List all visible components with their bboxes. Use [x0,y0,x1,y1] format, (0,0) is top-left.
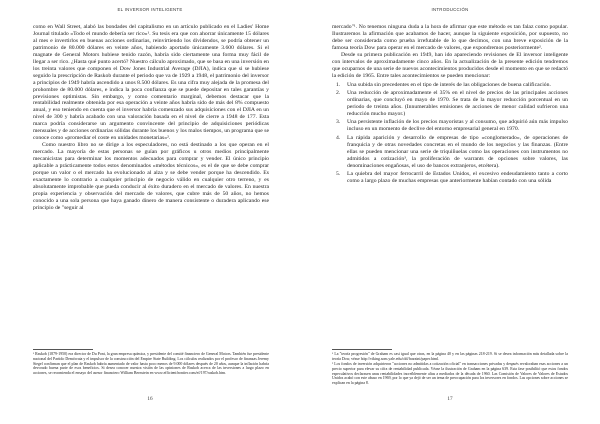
list-text: Una persistente inflación de los precios mayoristas y al consumo, que adquirió aún más impulso incluso en un momento de declive del entorno empresarial general en 1970. [347,119,568,133]
list-text: Una subida sin precedentes en el tipo de interés de las obligaciones de buena calificación. [347,81,551,88]
running-head-right: INTRODUCCIÓN [431,7,469,12]
list-text: La quiebra del mayor ferrocarril de Estados Unidos, el excesivo endeudamiento tanto a corto como a largo plazo de muchas empresas que anteriormente habían contado con una sólida [347,171,568,185]
list-item [336,82,568,89]
list-item [336,135,568,170]
list-text: La rápida aparición y desarrollo de empresas de tipo «conglomerado», de operaciones de franquicia y de otras novedades concretas en el mundo de los negocios y las finanzas. (Entre ellas se pueden mencionar una serie de triquiñuelas como las operaciones con instrumentos no admitidos a cotización³, la proliferación de warrants de opciones sobre valores, las denominaciones engañosas, el uso de bancos extranjeros, etcétera). [347,134,568,169]
list-number: 4. [336,134,341,141]
footnote: ¹ Raskob (1879-1950) era director de Du Pont, la gran empresa química, y presidente del comité financiero de General Motors. También fue presidente nacional del Partido Demócrata y el impulsor de la construcción del Empire State Building. Los cálculos realizados por el profesor de finanzas Jeremy Siegel confirman que el plan de Raskob habría aumentado de valor hasta poco menos de 9.000 dólares después de 20 años, aunque la inflación habría devorado buena parte de esos beneficios. Si desea conocer nuestra visión de las opiniones de Raskob acerca de las inversiones a largo plazo en acciones, se recomienda el ensayo del asesor financiero William Bernstein en www.efficientfrontier.com/ef/197/raskob.htm. [33,352,269,375]
list-text: Una reducción de aproximadamente el 35% en el nivel de precios de las principales acciones ordinarias, que concluyó en mayo de 1970. Se trata de la mayor reducción porcentual en un periodo de treinta años. (Innumerables emisiones de acciones de menor calidad sufrieron una reducción mucho mayor.) [347,90,568,117]
list-item [336,171,568,185]
left-footnotes [33,352,269,376]
page-number-right: 17 [447,396,453,402]
footnote: ² Los fondos de inversión adquirieron "acciones no admitidas a cotización oficial" en transacciones privadas y después revaloraban esas acciones a un precio superior para elevar su cifra de rentabilidad publicada. Véase la ilustración de Graham en la página 639. Esta fase posibilitó que estos fondos especulativos declarasen unas rentabilidades increíblemente altas a mediados de la década de 1960. Las Comisión de Valores de Valores de Estados Unidos acabó con este abuso en 1969, por lo que ya dejó de ser un tema de preocupación para los inversores en fondos. Las opciones sobre acciones se explican en la página 8. [332,362,568,385]
list-number: 1. [336,81,341,88]
page-number-left: 16 [147,396,153,402]
paragraph: como en Wall Street, alabó las bondades del capitalismo en un artículo publicado en el Ladies' Home Journal titulado «Todo el mundo debería ser rico»¹. Su tesis era que con ahorrar únicamente 15 dólares al mes e invertirlos en buenas acciones ordinarias, reinvirtiendo los dividendos, se podría obtener un patrimonio de 80.000 dólares en veinte años, habiendo aportado únicamente 3.600 dólares. Si el magnate de General Motors hubiese tenido razón, habría sido ciertamente una forma muy fácil de llegar a ser rico. ¿Hasta qué punto acertó? Nuestro cálculo aproximado, que se basa en una inversión en los treinta valores que componen el Dow Jones Industrial Average (DJIA), indica que si se hubiese seguido la prescripción de Raskob durante el periodo que va de 1929 a 1948, el patrimonio del inversor a principios de 1949 habría ascendido a unos 8.500 dólares. Es una cifra muy alejada de la promesa del prohombre de 80.000 dólares, e indica la poca confianza que se puede depositar en tales garantías y previsiones optimistas. Sin embargo, y como comentario marginal, debemos destacar que la rentabilidad realmente obtenida por esa operación a veinte años habría sido de más del 8% compuesto anual, y eso teniendo en cuenta que el inversor habría comenzado sus adquisiciones con el DJIA en un nivel de 300 y habría acabado con una valoración basada en el nivel de cierre a 1948 de 177. Esta marca podría considerarse un argumento convincente del principio de adquisiciones periódicas mensuales y de acciones ordinarias sólidas durante los buenos y los malos tiempos, un programa que se conoce como «promediar el coste en unidades monetarias»². [33,24,269,142]
footnote-rule [33,349,93,350]
footnote-rule [332,349,392,350]
right-body-text [332,24,568,186]
list-number: 3. [336,119,341,126]
running-head-left: EL INVERSOR INTELIGENTE [117,7,183,12]
list-item [336,119,568,133]
list-item [336,90,568,118]
paragraph: Como nuestro libro no se dirige a los especuladores, no está destinado a los que operan en el mercado. La mayoría de estas personas se guían por gráficos u otros medios principalmente mecanicistas para determinar los momentos adecuados para comprar y vender. El único principio aplicable a prácticamente todos estos denominados «métodos técnicos», es el de que se debe comprar porque un valor o el mercado ha evolucionado al alza y se debe vender porque ha descendido. Es exactamente lo contrario a cualquier principio de negocio válido en cualquier otro terreno, y es absolutamente improbable que pueda conducir al éxito duradero en el mercado de valores. En nuestra propia experiencia y observación del mercado de valores, que cubre más de 50 años, no hemos conocido a una sola persona que haya ganado dinero de manera consistente o duradera aplicando ese principio de "seguir al [33,142,269,211]
right-page [300,0,600,424]
developments-list [332,82,568,185]
list-number: 5. [336,171,341,178]
list-number: 2. [336,90,341,97]
right-footnotes [332,352,568,386]
footnote: ¹ La "teoría progresión" de Graham es casi igual que otras, en la página 40 y en las páginas 218-219. Si se desea información más detallada sobre la teoría Dow, véase http://viking.som.yale.edu/old/frazzini/paper.html. [332,352,568,361]
paragraph: Desde su primera publicación en 1949, han ido apareciendo revisiones de El inversor inteligente con intervalos de aproximadamente cinco años. En la actualización de la presente edición tendremos que ocuparnos de una serie de nuevos acontecimientos producidos desde el momento en que se redactó la edición de 1965. Entre tales acontecimientos se pueden mencionar: [332,51,568,79]
left-body-text [33,24,269,212]
paragraph: mercado"¹. No tenemos ninguna duda a la hora de afirmar que este método es tan falaz como popular. Ilustraremos la afirmación que acabamos de hacer, aunque la siguiente exposición, por supuesto, no debe ser considerada como prueba irrefutable de lo que decimos, con una breve exposición de la famosa teoría Dow para operar en el mercado de valores, que expondremos posteriormente². [332,24,568,51]
